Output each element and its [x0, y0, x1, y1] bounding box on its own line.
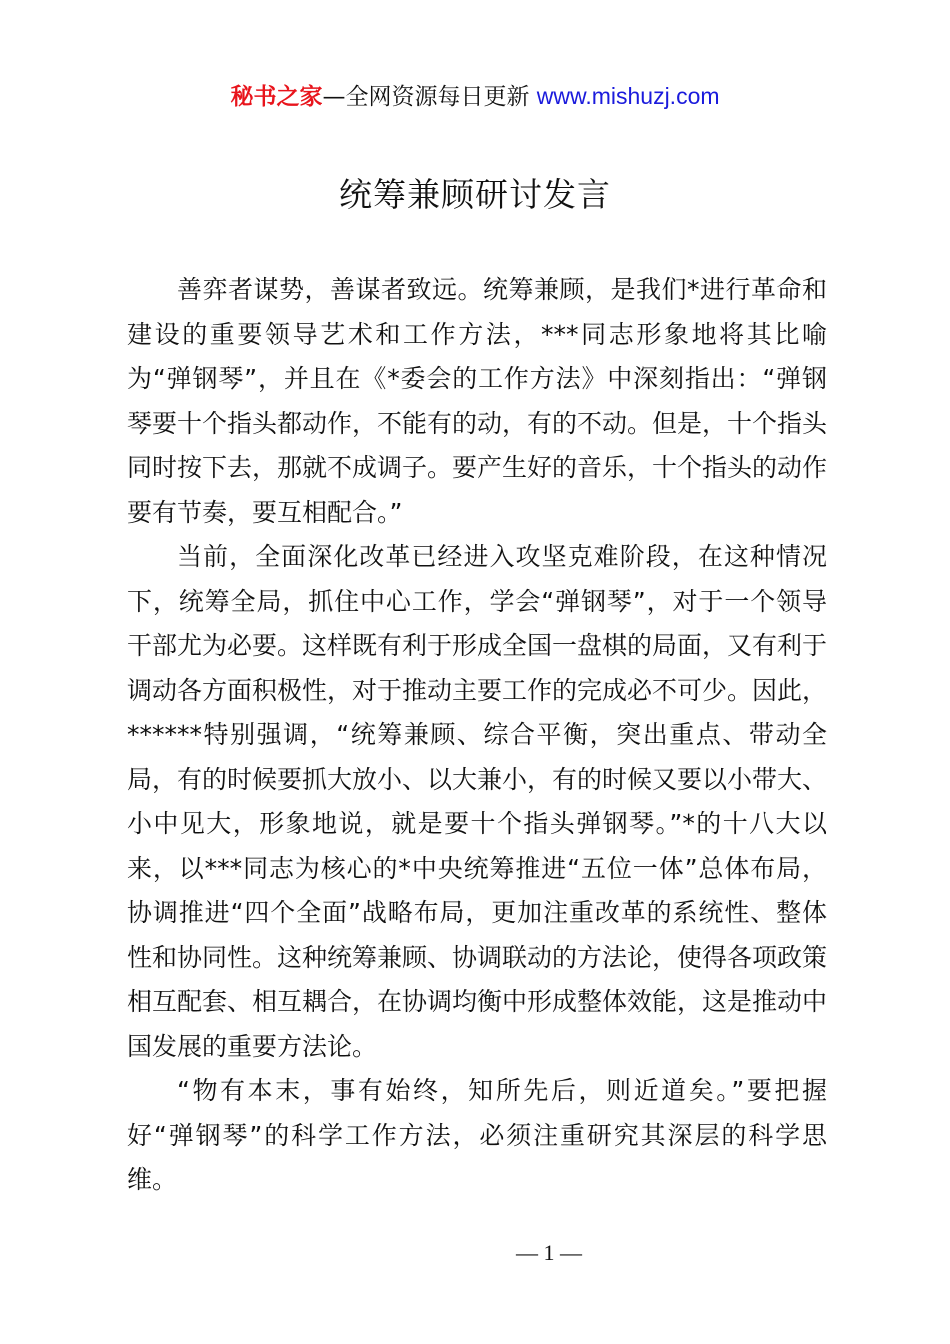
site-banner [0, 78, 950, 115]
site-url-link[interactable]: www.mishuzj.com [536, 83, 720, 109]
paragraph-1: 善弈者谋势，善谋者致远。统筹兼顾，是我们*进行革命和建设的重要领导艺术和工作方法，***同志形象地将其比喻为“弹钢琴”，并且在《*委会的工作方法》中深刻指出：“弹钢琴要十个指头都动作，不能有的动，有的不动。但是，十个指头同时按下去，那就不成调子。要产生好的音乐，十个指头的动作要有节奏，要互相配合。” [127, 275, 828, 527]
document-title: 统筹兼顾研讨发言 [339, 175, 611, 214]
banner-tagline: —全网资源每日更新 [322, 84, 537, 110]
page-number: — 1 — [516, 1240, 582, 1265]
brand-name: 秘书之家 [230, 84, 323, 110]
document-body [127, 268, 827, 1203]
paragraph-3: “物有本末，事有始终，知所先后，则近道矣。”要把握好“弹钢琴”的科学工作方法，必须注重研究其深层的科学思维。 [127, 1076, 827, 1194]
paragraph-2: 当前，全面深化改革已经进入攻坚克难阶段，在这种情况下，统筹全局，抓住中心工作，学会“弹钢琴”，对于一个领导干部尤为必要。这样既有利于形成全国一盘棋的局面，又有利于调动各方面积极性，对于推动主要工作的完成必不可少。因此，******特别强调，“统筹兼顾、综合平衡，突出重点、带动全局，有的时候要抓大放小、以大兼小，有的时候又要以小带大、小中见大，形象地说，就是要十个指头弹钢琴。”*的十八大以来，以***同志为核心的*中央统筹推进“五位一体”总体布局，协调推进“四个全面”战略布局，更加注重改革的系统性、整体性和协同性。这种统筹兼顾、协调联动的方法论，使得各项政策相互配套、相互耦合，在协调均衡中形成整体效能，这是推动中国发展的重要方法论。 [127, 542, 828, 1061]
